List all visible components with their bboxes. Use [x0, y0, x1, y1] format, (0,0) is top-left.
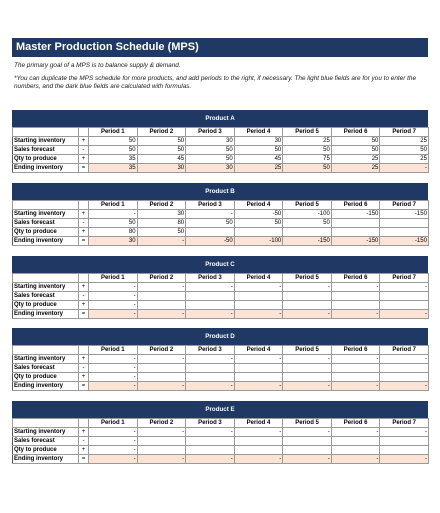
value-cell[interactable] [380, 364, 429, 373]
period-header: Period 7 [380, 128, 429, 137]
row-label: Qty to produce [13, 155, 79, 164]
value-cell[interactable]: 50 [137, 228, 186, 237]
value-cell[interactable]: - [89, 446, 138, 455]
intro-text [14, 62, 424, 96]
period-header: Period 1 [89, 346, 138, 355]
row-operator: + [79, 373, 89, 382]
value-cell: - [380, 382, 429, 391]
row-operator: + [79, 301, 89, 310]
value-cell[interactable]: -50 [234, 210, 283, 219]
value-cell: - [234, 455, 283, 464]
empty-cell [79, 346, 89, 355]
row-operator: - [79, 146, 89, 155]
value-cell[interactable]: 50 [283, 219, 332, 228]
value-cell[interactable]: -150 [331, 210, 380, 219]
value-cell[interactable]: - [89, 210, 138, 219]
value-cell[interactable]: 80 [89, 228, 138, 237]
document-title: Master Production Schedule (MPS) [12, 38, 428, 57]
empty-cell [79, 274, 89, 283]
value-cell[interactable]: -100 [283, 210, 332, 219]
row-label: Ending inventory [13, 382, 79, 391]
row-operator: - [79, 437, 89, 446]
empty-cell [13, 419, 79, 428]
table-row [13, 155, 429, 164]
table-row [13, 210, 429, 219]
mps-table [12, 273, 429, 319]
period-header: Period 5 [283, 346, 332, 355]
value-cell[interactable] [331, 446, 380, 455]
empty-cell [13, 201, 79, 210]
value-cell: - [331, 455, 380, 464]
value-cell[interactable]: - [283, 355, 332, 364]
value-cell: - [137, 237, 186, 246]
value-cell[interactable]: - [89, 292, 138, 301]
value-cell[interactable]: 25 [283, 137, 332, 146]
table-row [13, 237, 429, 246]
period-header: Period 2 [137, 274, 186, 283]
value-cell[interactable]: 30 [234, 137, 283, 146]
value-cell[interactable]: 50 [331, 146, 380, 155]
mps-table [12, 127, 429, 173]
table-row [13, 228, 429, 237]
row-label: Qty to produce [13, 446, 79, 455]
period-header: Period 4 [234, 128, 283, 137]
table-row [13, 292, 429, 301]
period-header: Period 1 [89, 274, 138, 283]
period-header: Period 2 [137, 346, 186, 355]
period-header: Period 2 [137, 201, 186, 210]
period-header: Period 3 [186, 274, 235, 283]
value-cell: 35 [89, 164, 138, 173]
table-row [13, 446, 429, 455]
period-header: Period 4 [234, 346, 283, 355]
value-cell: - [89, 382, 138, 391]
value-cell: - [331, 382, 380, 391]
value-cell[interactable]: - [186, 355, 235, 364]
value-cell[interactable] [283, 364, 332, 373]
value-cell[interactable]: 50 [186, 219, 235, 228]
value-cell[interactable] [137, 446, 186, 455]
value-cell[interactable] [331, 301, 380, 310]
row-operator: - [79, 292, 89, 301]
value-cell[interactable]: 50 [89, 137, 138, 146]
value-cell[interactable]: 50 [186, 146, 235, 155]
period-header: Period 4 [234, 419, 283, 428]
row-label: Starting inventory [13, 137, 79, 146]
period-header: Period 7 [380, 201, 429, 210]
value-cell: -100 [234, 237, 283, 246]
value-cell[interactable] [234, 446, 283, 455]
value-cell[interactable]: 30 [137, 210, 186, 219]
period-header: Period 6 [331, 346, 380, 355]
value-cell[interactable]: 25 [331, 155, 380, 164]
row-operator: = [79, 455, 89, 464]
value-cell[interactable] [331, 364, 380, 373]
period-header: Period 3 [186, 201, 235, 210]
table-row [13, 219, 429, 228]
row-label: Ending inventory [13, 310, 79, 319]
value-cell[interactable]: 50 [234, 219, 283, 228]
period-header: Period 7 [380, 346, 429, 355]
row-label: Qty to produce [13, 301, 79, 310]
table-row [13, 373, 429, 382]
value-cell[interactable]: 50 [234, 146, 283, 155]
value-cell[interactable] [137, 437, 186, 446]
value-cell: - [89, 310, 138, 319]
row-label: Starting inventory [13, 210, 79, 219]
row-label: Sales forecast [13, 292, 79, 301]
value-cell[interactable] [186, 437, 235, 446]
value-cell[interactable]: - [89, 355, 138, 364]
period-header: Period 7 [380, 274, 429, 283]
value-cell[interactable]: - [380, 283, 429, 292]
value-cell: - [137, 382, 186, 391]
table-row [13, 310, 429, 319]
value-cell[interactable] [186, 446, 235, 455]
row-label: Sales forecast [13, 437, 79, 446]
row-label: Sales forecast [13, 146, 79, 155]
value-cell: -50 [186, 237, 235, 246]
table-row [13, 146, 429, 155]
value-cell[interactable] [186, 373, 235, 382]
table-row [13, 355, 429, 364]
table-row [13, 283, 429, 292]
product-block-3 [12, 256, 428, 319]
period-header: Period 6 [331, 201, 380, 210]
value-cell[interactable] [137, 364, 186, 373]
value-cell: 50 [283, 164, 332, 173]
row-label: Starting inventory [13, 283, 79, 292]
period-header-row [13, 201, 429, 210]
empty-cell [13, 274, 79, 283]
row-operator: - [79, 364, 89, 373]
row-label: Ending inventory [13, 455, 79, 464]
mps-table [12, 418, 429, 464]
value-cell: - [186, 310, 235, 319]
table-row [13, 428, 429, 437]
value-cell[interactable]: - [89, 283, 138, 292]
product-block-1 [12, 110, 428, 173]
value-cell[interactable] [380, 446, 429, 455]
row-operator: = [79, 237, 89, 246]
period-header: Period 1 [89, 128, 138, 137]
table-row [13, 364, 429, 373]
product-header: Product C [12, 256, 428, 273]
value-cell[interactable]: 50 [331, 137, 380, 146]
value-cell: - [283, 310, 332, 319]
table-row [13, 301, 429, 310]
mps-table [12, 345, 429, 391]
period-header: Period 3 [186, 346, 235, 355]
period-header: Period 6 [331, 128, 380, 137]
value-cell: - [137, 455, 186, 464]
value-cell[interactable]: - [137, 428, 186, 437]
value-cell[interactable]: 25 [380, 155, 429, 164]
intro-instructions: *You can duplicate the MPS schedule for more products, and add periods to the right, if necessary. The light blue fields are for you to enter the numbers, and the dark blue fields are calculated with formulas. [14, 74, 417, 90]
value-cell[interactable]: 50 [89, 146, 138, 155]
value-cell[interactable]: - [234, 355, 283, 364]
row-label: Sales forecast [13, 364, 79, 373]
value-cell: - [234, 382, 283, 391]
value-cell[interactable] [234, 228, 283, 237]
value-cell[interactable] [186, 228, 235, 237]
value-cell[interactable]: 50 [89, 219, 138, 228]
value-cell[interactable]: - [331, 428, 380, 437]
value-cell[interactable] [331, 292, 380, 301]
value-cell[interactable]: - [137, 283, 186, 292]
row-operator: = [79, 164, 89, 173]
value-cell: 25 [331, 164, 380, 173]
period-header: Period 5 [283, 201, 332, 210]
period-header: Period 2 [137, 419, 186, 428]
empty-cell [79, 128, 89, 137]
period-header: Period 5 [283, 274, 332, 283]
value-cell: - [137, 310, 186, 319]
row-operator: + [79, 210, 89, 219]
row-operator: + [79, 137, 89, 146]
value-cell[interactable]: - [186, 428, 235, 437]
row-label: Qty to produce [13, 373, 79, 382]
table-row [13, 455, 429, 464]
period-header-row [13, 346, 429, 355]
period-header: Period 3 [186, 419, 235, 428]
value-cell[interactable]: - [89, 301, 138, 310]
period-header: Period 4 [234, 201, 283, 210]
value-cell: - [380, 164, 429, 173]
product-header: Product A [12, 110, 428, 127]
value-cell[interactable] [234, 301, 283, 310]
value-cell: - [331, 310, 380, 319]
table-row [13, 164, 429, 173]
value-cell: - [380, 310, 429, 319]
value-cell[interactable] [234, 437, 283, 446]
row-operator: + [79, 283, 89, 292]
period-header-row [13, 128, 429, 137]
value-cell[interactable]: 45 [234, 155, 283, 164]
value-cell: - [283, 382, 332, 391]
value-cell[interactable]: 30 [186, 137, 235, 146]
row-operator: = [79, 382, 89, 391]
value-cell[interactable] [283, 437, 332, 446]
value-cell: - [380, 455, 429, 464]
period-header: Period 2 [137, 128, 186, 137]
value-cell[interactable]: 50 [186, 155, 235, 164]
value-cell[interactable]: - [380, 428, 429, 437]
row-operator: + [79, 155, 89, 164]
period-header: Period 5 [283, 419, 332, 428]
value-cell[interactable] [380, 373, 429, 382]
value-cell[interactable] [283, 446, 332, 455]
value-cell: - [283, 455, 332, 464]
row-operator: + [79, 446, 89, 455]
value-cell[interactable]: - [89, 437, 138, 446]
value-cell[interactable] [331, 373, 380, 382]
value-cell[interactable]: - [234, 283, 283, 292]
value-cell[interactable] [283, 292, 332, 301]
value-cell[interactable]: - [89, 428, 138, 437]
period-header: Period 5 [283, 128, 332, 137]
period-header: Period 6 [331, 419, 380, 428]
value-cell[interactable]: 50 [283, 146, 332, 155]
period-header: Period 1 [89, 201, 138, 210]
value-cell[interactable]: - [331, 355, 380, 364]
intro-goal: The primary goal of a MPS is to balance supply & demand. [14, 62, 181, 69]
value-cell: - [186, 382, 235, 391]
value-cell[interactable] [186, 292, 235, 301]
period-header: Period 4 [234, 274, 283, 283]
period-header-row [13, 274, 429, 283]
value-cell[interactable] [331, 219, 380, 228]
value-cell: -150 [380, 237, 429, 246]
value-cell[interactable]: -150 [380, 210, 429, 219]
value-cell[interactable]: 50 [137, 137, 186, 146]
empty-cell [13, 128, 79, 137]
value-cell: - [234, 310, 283, 319]
table-row [13, 382, 429, 391]
value-cell: 30 [137, 164, 186, 173]
value-cell[interactable] [186, 301, 235, 310]
period-header-row [13, 419, 429, 428]
value-cell[interactable]: - [137, 355, 186, 364]
value-cell[interactable] [234, 292, 283, 301]
value-cell: 30 [186, 164, 235, 173]
table-row [13, 437, 429, 446]
row-operator: + [79, 228, 89, 237]
value-cell[interactable]: - [331, 283, 380, 292]
value-cell[interactable]: - [186, 210, 235, 219]
value-cell[interactable] [283, 301, 332, 310]
value-cell[interactable]: - [186, 283, 235, 292]
value-cell[interactable] [283, 373, 332, 382]
row-label: Ending inventory [13, 237, 79, 246]
value-cell[interactable]: 25 [380, 137, 429, 146]
product-header: Product B [12, 183, 428, 200]
row-label: Sales forecast [13, 219, 79, 228]
product-block-4 [12, 328, 428, 391]
value-cell[interactable]: 45 [137, 155, 186, 164]
value-cell[interactable] [234, 373, 283, 382]
value-cell[interactable]: 50 [380, 146, 429, 155]
empty-cell [79, 201, 89, 210]
period-header: Period 3 [186, 128, 235, 137]
value-cell[interactable]: - [283, 283, 332, 292]
row-label: Ending inventory [13, 164, 79, 173]
value-cell[interactable]: - [234, 428, 283, 437]
value-cell[interactable]: 50 [137, 146, 186, 155]
row-operator: = [79, 310, 89, 319]
value-cell: 30 [89, 237, 138, 246]
value-cell: -150 [331, 237, 380, 246]
value-cell[interactable]: - [89, 364, 138, 373]
mps-table [12, 200, 429, 246]
value-cell[interactable] [186, 364, 235, 373]
value-cell[interactable]: - [380, 355, 429, 364]
value-cell[interactable]: 35 [89, 155, 138, 164]
value-cell[interactable] [380, 301, 429, 310]
row-label: Starting inventory [13, 355, 79, 364]
product-header: Product E [12, 401, 428, 418]
empty-cell [79, 419, 89, 428]
period-header: Period 6 [331, 274, 380, 283]
value-cell[interactable] [331, 228, 380, 237]
product-block-2 [12, 183, 428, 246]
value-cell: - [89, 455, 138, 464]
product-header: Product D [12, 328, 428, 345]
value-cell[interactable] [234, 364, 283, 373]
value-cell[interactable] [137, 373, 186, 382]
row-label: Starting inventory [13, 428, 79, 437]
value-cell[interactable]: 80 [137, 219, 186, 228]
value-cell[interactable] [331, 437, 380, 446]
value-cell: - [186, 455, 235, 464]
empty-cell [13, 346, 79, 355]
row-label: Qty to produce [13, 228, 79, 237]
row-operator: + [79, 428, 89, 437]
value-cell[interactable] [380, 219, 429, 228]
table-row [13, 137, 429, 146]
period-header: Period 7 [380, 419, 429, 428]
value-cell[interactable] [380, 292, 429, 301]
row-operator: - [79, 219, 89, 228]
product-block-5 [12, 401, 428, 464]
period-header: Period 1 [89, 419, 138, 428]
value-cell: -150 [283, 237, 332, 246]
value-cell[interactable] [137, 292, 186, 301]
value-cell[interactable] [137, 301, 186, 310]
value-cell[interactable]: 75 [283, 155, 332, 164]
row-operator: + [79, 355, 89, 364]
value-cell: 25 [234, 164, 283, 173]
value-cell[interactable] [380, 228, 429, 237]
value-cell[interactable] [380, 437, 429, 446]
value-cell[interactable]: - [89, 373, 138, 382]
value-cell[interactable] [283, 228, 332, 237]
value-cell[interactable]: - [283, 428, 332, 437]
